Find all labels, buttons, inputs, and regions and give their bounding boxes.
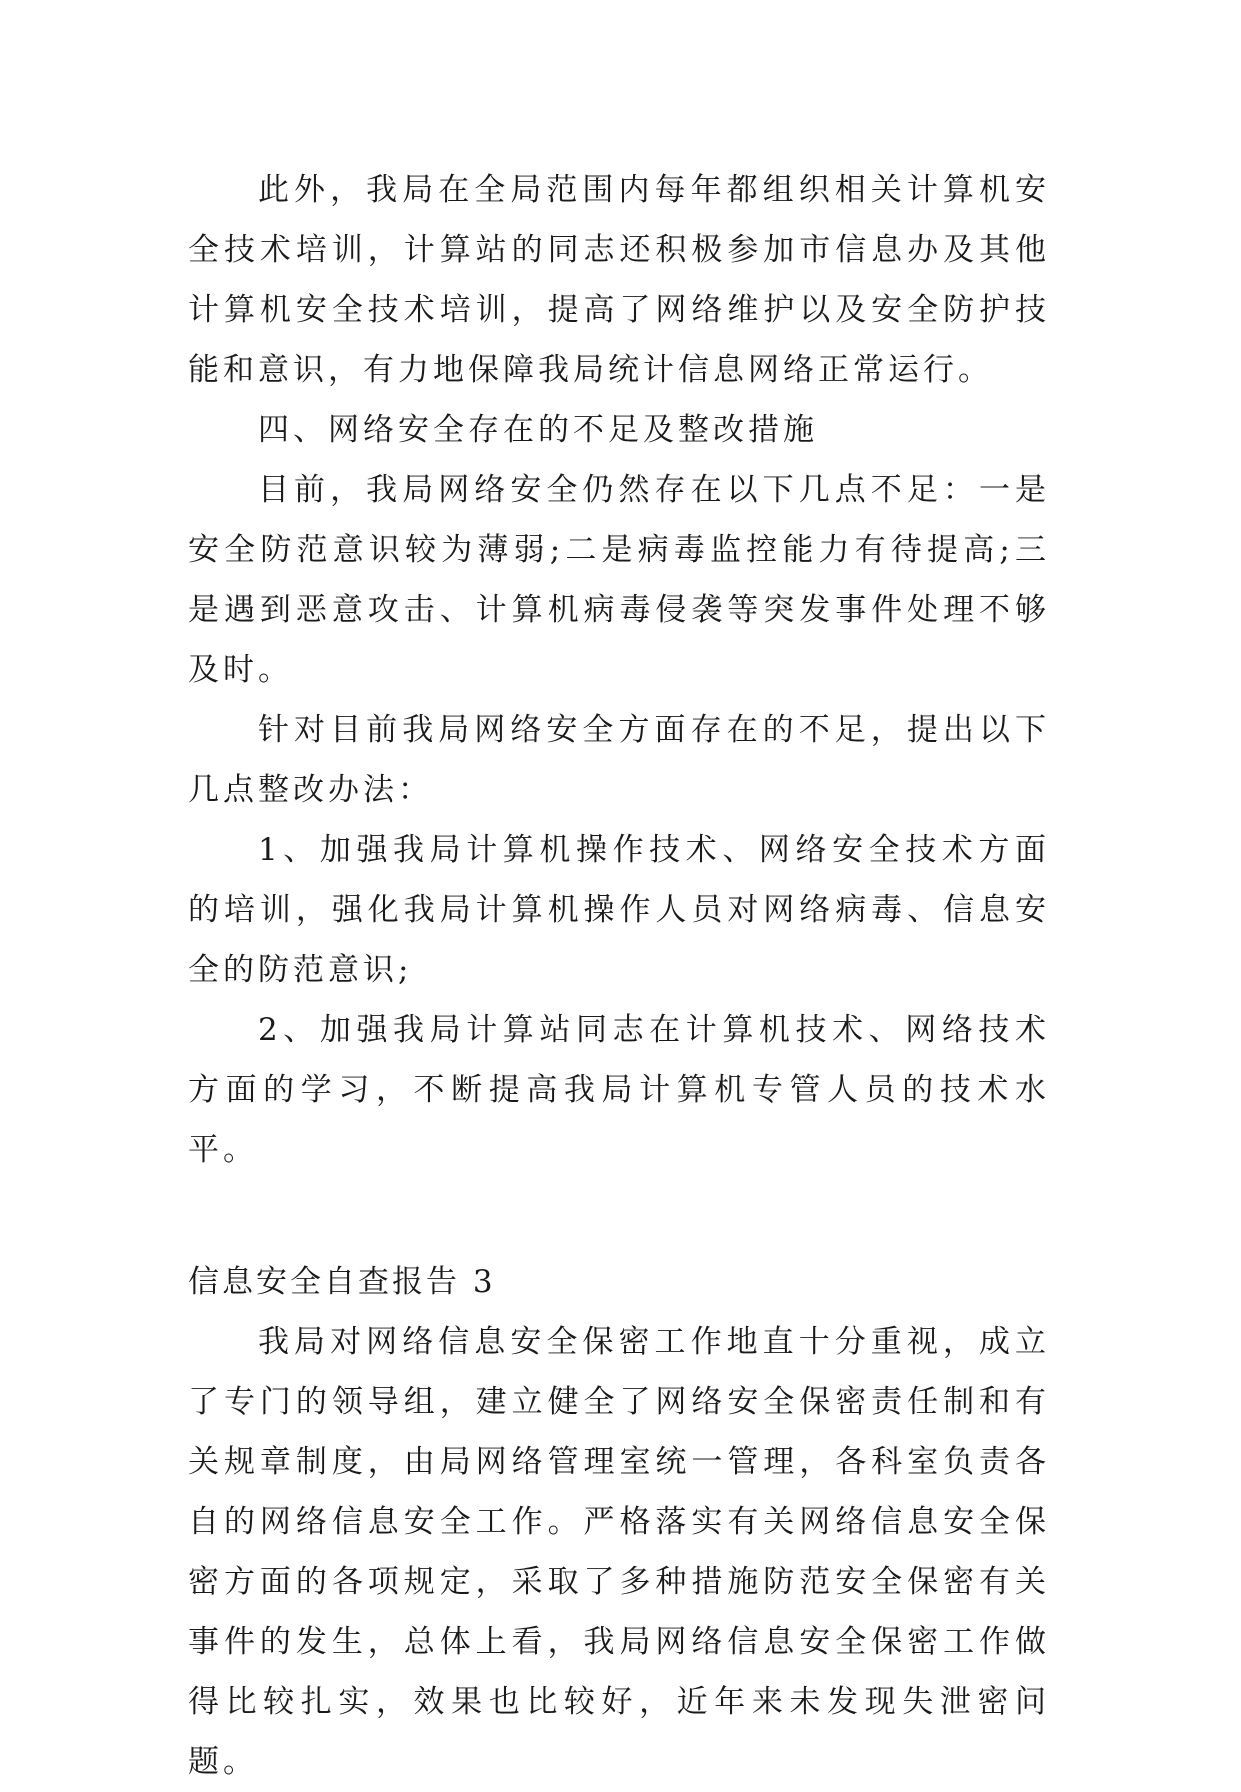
subheading-shortcomings: 四、网络安全存在的不足及整改措施 xyxy=(258,412,818,448)
section-title: 信息安全自查报告 3 xyxy=(188,1264,496,1300)
paragraph-measure-2: 2、加强我局计算站同志在计算机技术、网络技术方面的学习，不断提高我局计算机专管人员的技术水平。 xyxy=(188,1012,1050,1168)
paragraph-report-3: 我局对网络信息安全保密工作地直十分重视，成立了专门的领导组，建立健全了网络安全保密责任制和有关规章制度，由局网络管理室统一管理，各科室负责各自的网络信息安全工作。严格落实有关网络信息安全保密方面的各项规定，采取了多种措施防范安全保密有关事件的发生，总体上看，我局网络信息安全保密工作做得比较扎实，效果也比较好，近年来未发现失泄密问题。 xyxy=(188,1324,1050,1780)
paragraph-measure-1: 1、加强我局计算机操作技术、网络安全技术方面的培训，强化我局计算机操作人员对网络病毒、信息安全的防范意识; xyxy=(188,832,1050,988)
paragraph-shortcomings: 目前，我局网络安全仍然存在以下几点不足：一是安全防范意识较为薄弱;二是病毒监控能力有待提高;三是遇到恶意攻击、计算机病毒侵袭等突发事件处理不够及时。 xyxy=(188,472,1050,688)
section-spacer xyxy=(188,1180,1050,1252)
document-body xyxy=(188,160,1050,1792)
paragraph-measures-intro: 针对目前我局网络安全方面存在的不足，提出以下几点整改办法： xyxy=(188,712,1050,808)
paragraph-training: 此外，我局在全局范围内每年都组织相关计算机安全技术培训，计算站的同志还积极参加市信息办及其他计算机安全技术培训，提高了网络维护以及安全防护技能和意识，有力地保障我局统计信息网络正常运行。 xyxy=(188,172,1050,388)
